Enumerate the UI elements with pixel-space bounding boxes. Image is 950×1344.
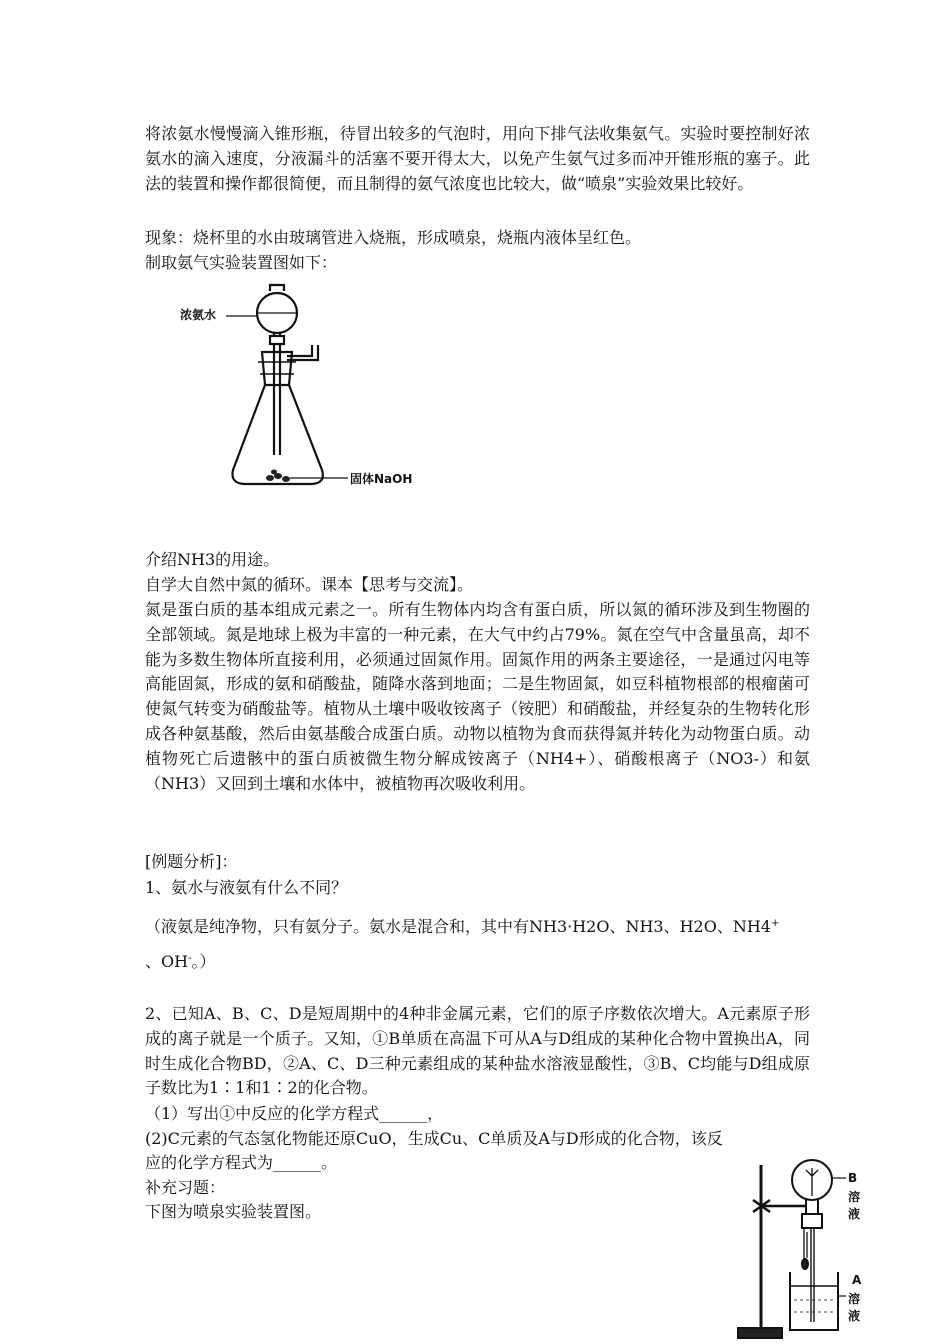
figure2-label-a-char1: 溶 — [848, 1292, 861, 1306]
glass-tube — [811, 1228, 814, 1322]
figure2-label-b: B — [848, 1171, 858, 1185]
figure1-label-conc-ammonia: 浓氨水 — [180, 308, 217, 322]
figure2-label-b-char1: 溶 — [848, 1190, 861, 1204]
superscript-minus: - — [188, 953, 192, 964]
cycle-line: 自学大自然中氮的循环。课本【思考与交流】。 — [145, 575, 474, 594]
intro-paragraph: 将浓氨水慢慢滴入锥形瓶，待冒出较多的气泡时，用向下排气法收集氨气。实验时要控制好浓氨水的滴入速度，分液漏斗的活塞不要开得太大，以免产生氨气过多而冲开锥形瓶的塞子。此法的装置和操作都很简便，而且制得的氨气浓度也比较大，做“喷泉”实验效果比较好。 — [145, 124, 810, 193]
fountain-caption: 下图为喷泉实验装置图。 — [145, 1202, 322, 1221]
apparatus-caption: 制取氨气实验装置图如下： — [145, 253, 338, 272]
answer-1-suffix: 。） — [191, 952, 216, 971]
answer-1-prefix: 、OH — [145, 952, 189, 971]
figure2-label-b-char2: 液 — [848, 1207, 861, 1221]
flask-stopper — [802, 1214, 822, 1228]
figure1-label-solid-naoh: 固体NaOH — [350, 472, 413, 486]
phenomenon-text: 现象：烧杯里的水由玻璃管进入烧瓶，形成喷泉，烧瓶内液体呈红色。 — [145, 228, 642, 247]
question-2-sub-2-line-1: (2)C元素的气态氢化物能还原CuO，生成Cu、C单质及A与D形成的化合物，该反 — [145, 1129, 723, 1148]
question-2-paragraph: 2、已知A、B、C、D是短周期中的4种非金属元素，它们的原子序数依次增大。A元素原子形成的离子就是一个质子。又知，①B单质在高温下可从A与D组成的某种化合物中置换出A，同时生成化合物BD，②A、C、D三种元素组成的某种盐水溶液显酸性，③B、C均能与D组成原子数比为1∶1和1∶2的化合物。 — [145, 1004, 810, 1098]
question-1: 1、氨水与液氨有什么不同？ — [145, 878, 348, 897]
answer-1-text: （液氨是纯净物，只有氨分子。氨水是混合和，其中有NH3·H2O、NH3、H2O、NH4 — [145, 917, 771, 936]
figure2-label-a: A — [852, 1273, 862, 1287]
superscript-plus: + — [771, 918, 780, 929]
stand-base — [738, 1328, 782, 1338]
question-2-sub-2-line-2: 应的化学方程式为______。 — [145, 1153, 338, 1172]
question-2-sub-1: （1）写出①中反应的化学方程式______， — [145, 1104, 444, 1123]
nitrogen-paragraph: 氮是蛋白质的基本组成元素之一。所有生物体内均含有蛋白质，所以氮的循环涉及到生物圈的全部领域。氮是地球上极为丰富的一种元素，在大气中约占79%。氮在空气中含量虽高，却不能为多数生物体所直接利用，必须通过固氮作用。固氮作用的两条主要途径，一是通过闪电等高能固氮，形成的氨和硝酸盐，随降水落到地面；二是生物固氮，如豆科植物根部的根瘤菌可使氮气转变为硝酸盐等。植物从土壤中吸收铵离子（铵肥）和硝酸盐，并经复杂的生物转化形成各种氨基酸，然后由氨基酸合成蛋白质。动物以植物为食而获得氮并转化为动物蛋白质。动植物死亡后遗骸中的蛋白质被微生物分解成铵离子（NH4+）、硝酸根离子（NO3-）和氨（NH3）又回到土壤和水体中，被植物再次吸收利用。 — [145, 600, 810, 793]
supplement-heading: 补充习题： — [145, 1178, 226, 1197]
figure2-label-a-char2: 液 — [848, 1309, 861, 1323]
dropper — [804, 1228, 807, 1262]
example-heading: [例题分析]： — [145, 852, 238, 871]
uses-line: 介绍NH3的用途。 — [145, 550, 280, 569]
